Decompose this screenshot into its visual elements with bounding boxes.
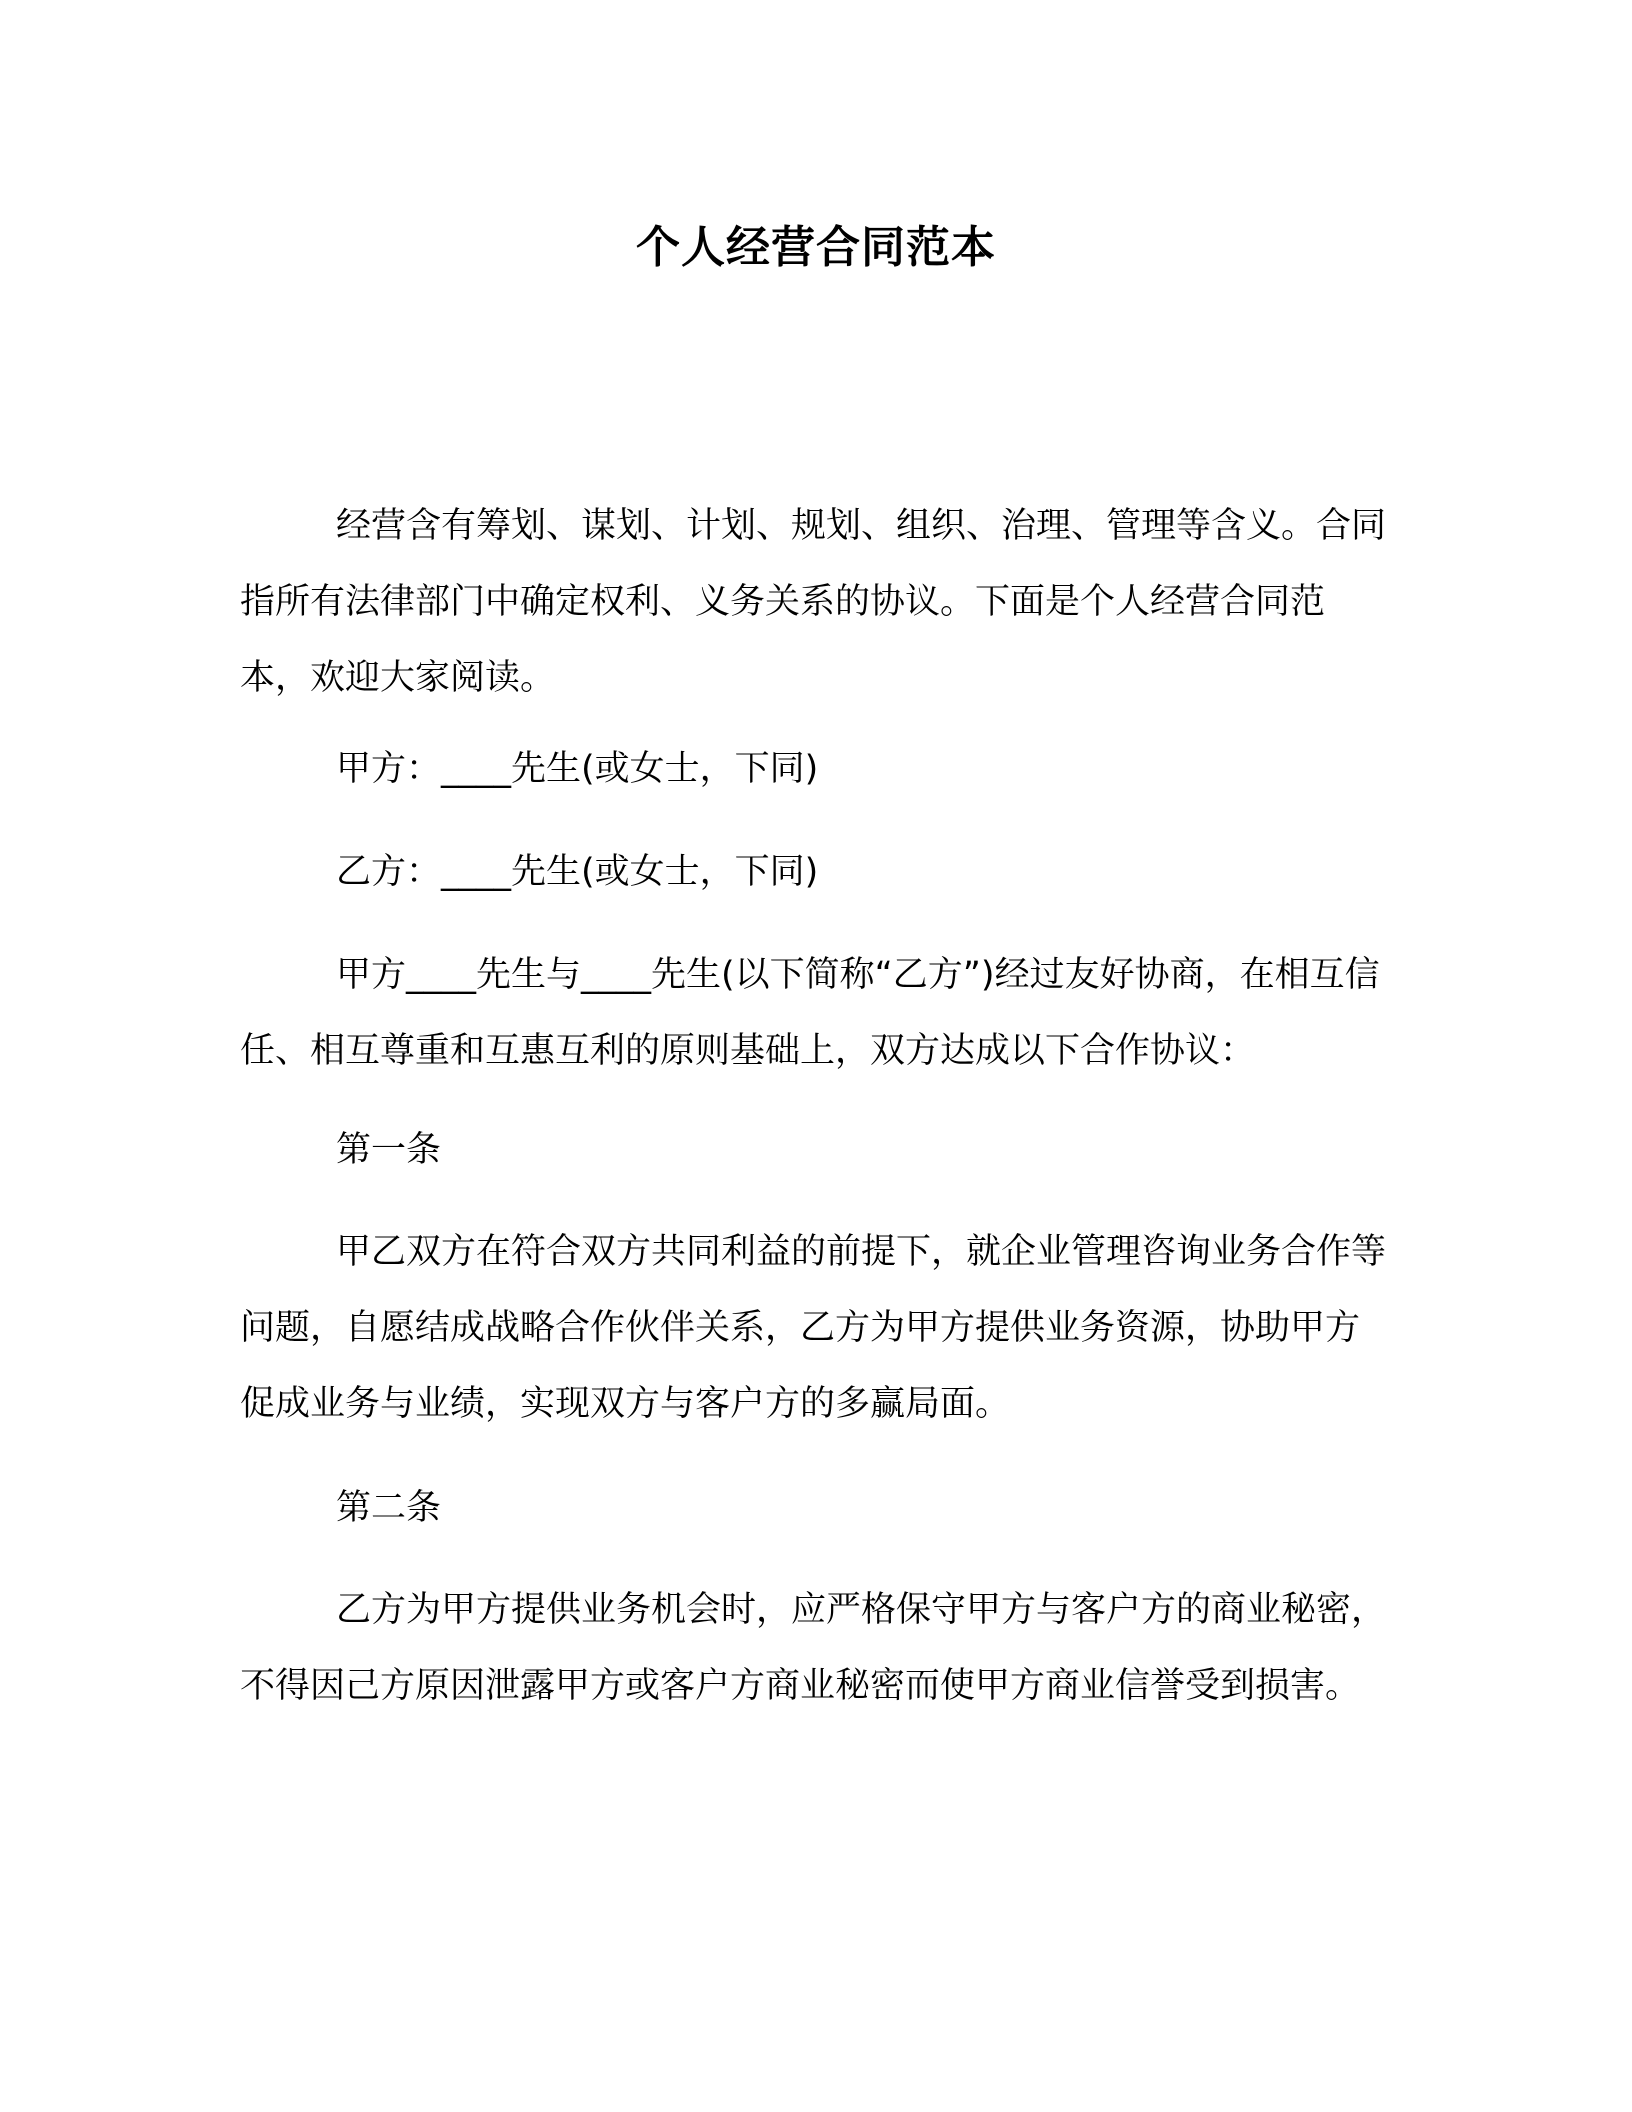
intro-paragraph: 经营含有筹划、谋划、计划、规划、组织、治理、管理等含义。合同指所有法律部门中确定权利、义务关系的协议。下面是个人经营合同范本，欢迎大家阅读。 (240, 506, 1387, 698)
party-a-line: 甲方：____先生(或女士，下同) (336, 749, 819, 789)
article-2-text: 乙方为甲方提供业务机会时，应严格保守甲方与客户方的商业秘密，不得因己方原因泄露甲方或客户方商业秘密而使甲方商业信誉受到损害。 (240, 1590, 1387, 1706)
document-body (240, 488, 1392, 1724)
article-1-text: 甲乙双方在符合双方共同利益的前提下，就企业管理咨询业务合作等问题，自愿结成战略合作伙伴关系，乙方为甲方提供业务资源，协助甲方促成业务与业绩，实现双方与客户方的多赢局面。 (240, 1232, 1387, 1424)
document-title: 个人经营合同范本 (636, 222, 996, 273)
article-1-heading: 第一条 (336, 1130, 442, 1170)
agreement-preamble: 甲方____先生与____先生(以下简称“乙方”)经过友好协商，在相互信任、相互尊重和互惠互利的原则基础上，双方达成以下合作协议： (240, 955, 1380, 1071)
article-2-heading: 第二条 (336, 1488, 442, 1528)
party-b-line: 乙方：____先生(或女士，下同) (336, 852, 819, 892)
